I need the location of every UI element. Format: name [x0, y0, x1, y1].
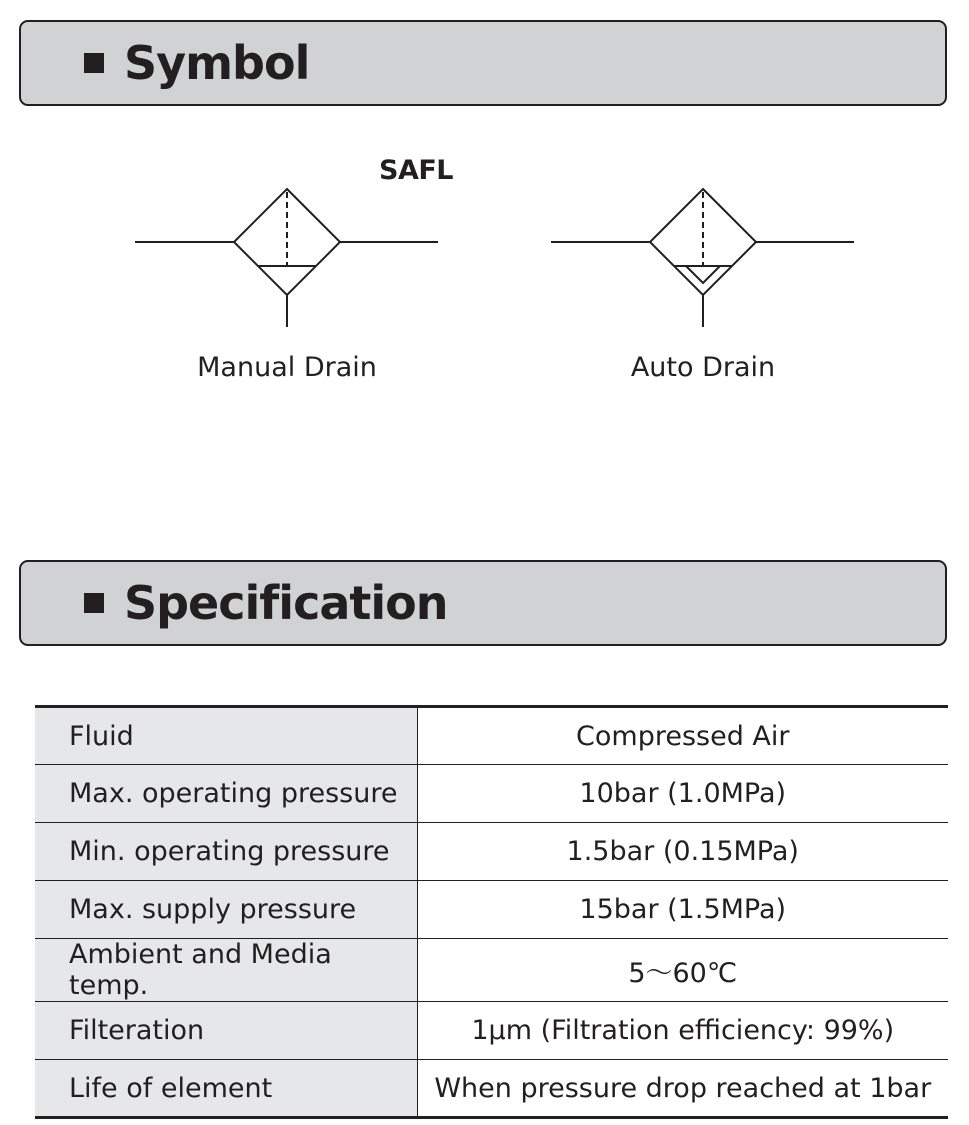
specification-table	[35, 705, 948, 1119]
specification-section-title: Specification	[124, 576, 448, 630]
filter-manual-drain-symbol-icon	[132, 180, 442, 330]
table-row	[35, 707, 948, 765]
spec-value: 1μm (Filtration efficiency: 99%)	[417, 1002, 948, 1060]
spec-label: Fluid	[35, 707, 417, 765]
spec-label: Min. operating pressure	[35, 823, 417, 881]
table-row	[35, 881, 948, 939]
spec-label: Filteration	[35, 1002, 417, 1060]
spec-value: 1.5bar (0.15MPa)	[417, 823, 948, 881]
diagram-title: SAFL	[379, 155, 453, 186]
spec-value: Compressed Air	[417, 707, 948, 765]
symbol-section-title: Symbol	[124, 36, 310, 90]
manual-drain-caption: Manual Drain	[197, 352, 377, 383]
table-row	[35, 1060, 948, 1118]
spec-value: 5～60℃	[417, 939, 948, 1002]
symbol-section-header	[19, 20, 947, 106]
table-row	[35, 823, 948, 881]
spec-label: Ambient and Media temp.	[35, 939, 417, 1002]
spec-label: Max. operating pressure	[35, 765, 417, 823]
auto-drain-caption: Auto Drain	[630, 352, 776, 383]
square-bullet-icon	[84, 53, 104, 73]
filter-auto-drain-symbol-icon	[548, 180, 858, 330]
table-row	[35, 939, 948, 1002]
table-row	[35, 1002, 948, 1060]
spec-label: Max. supply pressure	[35, 881, 417, 939]
spec-value: 10bar (1.0MPa)	[417, 765, 948, 823]
table-row	[35, 765, 948, 823]
square-bullet-icon	[84, 593, 104, 613]
spec-label: Life of element	[35, 1060, 417, 1118]
spec-value: 15bar (1.5MPa)	[417, 881, 948, 939]
spec-value: When pressure drop reached at 1bar	[417, 1060, 948, 1118]
specification-section-header	[19, 560, 947, 646]
